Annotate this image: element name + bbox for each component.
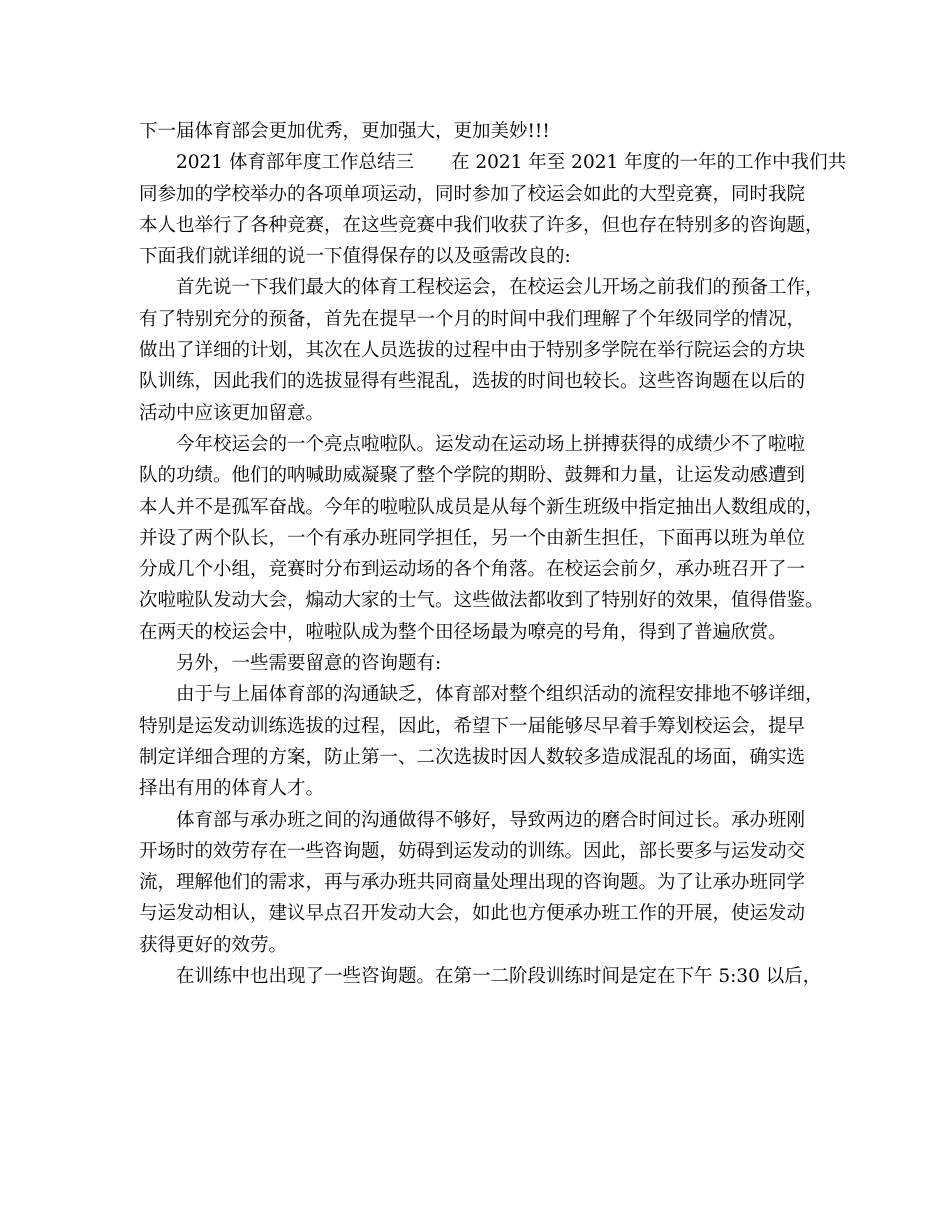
text-line: 与运发动相认，建议早点召开发动大会，如此也方便承办班工作的开展，使运发动 xyxy=(139,903,806,925)
text-line: 开场时的效劳存在一些咨询题，妨碍到运发动的训练。因此，部长要多与运发动交 xyxy=(139,840,806,862)
text-line: 本人并不是孤军奋战。今年的啦啦队成员是从每个新生班级中指定抽出人数组成的， xyxy=(139,496,824,518)
text-line: 体育部与承办班之间的沟通做得不够好，导致两边的磨合时间过长。承办班刚 xyxy=(176,809,806,831)
text-line: 特别是运发动训练选拔的过程，因此，希望下一届能够尽早着手筹划校运会，提早 xyxy=(139,715,806,737)
text-line: 制定详细合理的方案，防止第一、二次选拔时因人数较多造成混乱的场面，确实选 xyxy=(139,746,806,768)
text-line: 分成几个小组，竞赛时分布到运动场的各个角落。在校运会前夕，承办班召开了一 xyxy=(139,559,806,581)
text-line: 队的功绩。他们的呐喊助威凝聚了整个学院的期盼、鼓舞和力量，让运发动感遭到 xyxy=(139,465,806,487)
text-line: 另外，一些需要留意的咨询题有: xyxy=(176,653,442,675)
text-line: 同参加的学校举办的各项单项运动，同时参加了校运会如此的大型竞赛，同时我院 xyxy=(139,183,806,205)
text-line: 下一届体育部会更加优秀，更加强大，更加美妙!!! xyxy=(139,121,550,142)
text-line: 获得更好的效劳。 xyxy=(139,934,288,956)
text-line: 有了特别充分的预备，首先在提早一个月的时间中我们理解了个年级同学的情况， xyxy=(139,308,806,330)
text-line: 首先说一下我们最大的体育工程校运会，在校运会儿开场之前我们的预备工作， xyxy=(176,277,824,299)
text-line: 次啦啦队发动大会，煽动大家的士气。这些做法都收到了特别好的效果，值得借鉴。 xyxy=(139,590,824,612)
text-line: 流，理解他们的需求，再与承办班共同商量处理出现的咨询题。为了让承办班同学 xyxy=(139,872,806,894)
text-line: 在两天的校运会中，啦啦队成为整个田径场最为嘹亮的号角，得到了普遍欣赏。 xyxy=(139,621,787,643)
text-line: 下面我们就详细的说一下值得保存的以及亟需改良的: xyxy=(139,246,571,268)
text-line: 活动中应该更加留意。 xyxy=(139,402,325,424)
text-line: 本人也举行了各种竞赛，在这些竞赛中我们收获了许多，但也存在特别多的咨询题， xyxy=(139,214,824,236)
text-line: 并设了两个队长，一个有承办班同学担任，另一个由新生担任，下面再以班为单位 xyxy=(139,527,806,549)
text-line: 由于与上届体育部的沟通缺乏，体育部对整个组织活动的流程安排地不够详细， xyxy=(176,684,824,706)
text-line: 择出有用的体育人才。 xyxy=(139,778,325,800)
document-body xyxy=(139,116,847,992)
text-line: 今年校运会的一个亮点啦啦队。运发动在运动场上拼搏获得的成绩少不了啦啦 xyxy=(176,433,806,455)
text-line: 队训练，因此我们的选拔显得有些混乱，选拔的时间也较长。这些咨询题在以后的 xyxy=(139,371,806,393)
text-line: 2021 体育部年度工作总结三 在 2021 年至 2021 年度的一年的工作中我们共 xyxy=(176,152,847,174)
text-line: 做出了详细的计划，其次在人员选拔的过程中由于特别多学院在举行院运会的方块 xyxy=(139,340,806,362)
text-line: 在训练中也出现了一些咨询题。在第一二阶段训练时间是定在下午 5:30 以后， xyxy=(176,966,822,988)
